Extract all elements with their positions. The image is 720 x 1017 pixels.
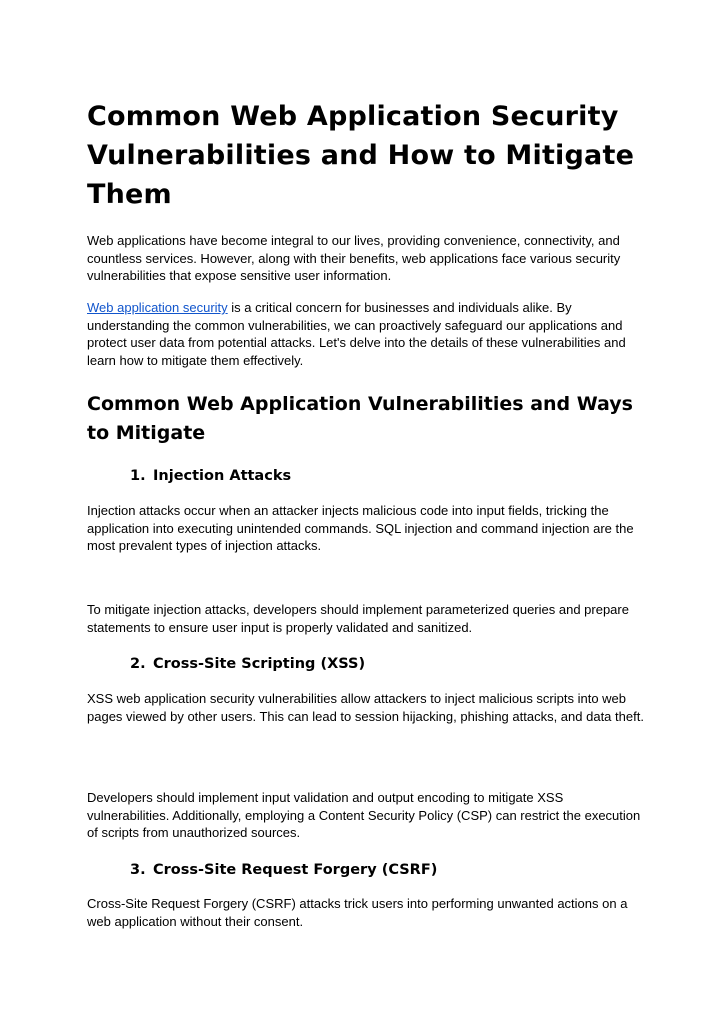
item-number: 1. [130,468,146,484]
xss-mitigation: Developers should implement input validation and output encoding to mitigate XSS vulnerabilities. Additionally, employing a Content Security Policy (CSP) can restrict the execution of scripts from unauthorized sources. [87,790,641,841]
injection-description: Injection attacks occur when an attacker injects malicious code into input fields, tricking the application into executing unintended commands. SQL injection and command injection are the most prevalent types of injection attacks. [87,503,634,554]
injection-mitigation: To mitigate injection attacks, developers should implement parameterized queries and prepare statements to ensure user input is properly validated and sanitized. [87,602,629,635]
item-heading-text: Injection Attacks [153,468,292,484]
intro-paragraph: Web applications have become integral to our lives, providing convenience, connectivity, and countless services. However, along with their benefits, web applications face various security vulnerabilities that expose sensitive user information. [87,233,621,284]
security-paragraph-text: is a critical concern for businesses and individuals alike. By understanding the common vulnerabilities, we can proactively safeguard our applications and protect user data from potential attacks. Let's delve into the details of these vulnerabilities and learn how to mitigate them effectively. [87,300,626,368]
security-paragraph [87,299,647,369]
item-heading-text: Cross-Site Request Forgery (CSRF) [153,862,438,878]
item-number: 3. [130,862,146,878]
item-heading-xss [130,654,365,674]
xss-description: XSS web application security vulnerabilities allow attackers to inject malicious scripts into web pages viewed by other users. This can lead to session hijacking, phishing attacks, and data theft. [87,691,644,724]
item-heading-csrf [130,860,437,880]
item-heading-injection [130,466,291,486]
section-heading: Common Web Application Vulnerabilities and Ways to Mitigate [87,393,633,444]
csrf-description: Cross-Site Request Forgery (CSRF) attacks trick users into performing unwanted actions on a web application without their consent. [87,896,628,929]
web-application-security-link[interactable]: Web application security [87,300,228,315]
document-title: Common Web Application Security Vulnerabilities and How to Mitigate Them [87,101,635,210]
item-heading-text: Cross-Site Scripting (XSS) [153,656,366,672]
item-number: 2. [130,656,146,672]
